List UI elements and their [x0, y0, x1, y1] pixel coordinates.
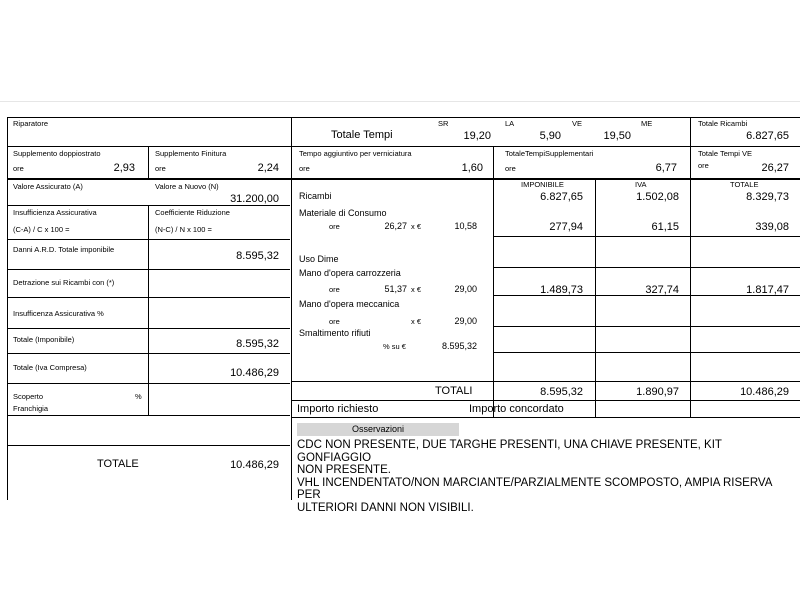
smaltimento-label: Smaltimento rifiuti — [299, 328, 371, 338]
totale-iva-label: Totale (Iva Compresa) — [13, 363, 87, 372]
row-line — [7, 146, 800, 147]
materiale-ore: ore — [329, 222, 340, 231]
row-line — [291, 381, 800, 382]
materiale-totale: 339,08 — [755, 221, 789, 233]
totale-value: 10.486,29 — [230, 459, 279, 471]
tempo-agg-value: 1,60 — [461, 162, 483, 174]
materiale-qty: 26,27 — [384, 221, 407, 231]
carrozzeria-totale: 1.817,47 — [746, 284, 789, 296]
tempi-ve-value: 26,27 — [761, 162, 789, 174]
supp-dopp-value: 2,93 — [113, 162, 135, 174]
totale-ricambi-value: 6.827,65 — [746, 130, 789, 142]
coeff-formula: (N-C) / N x 100 = — [155, 225, 212, 234]
supp-dopp-label: Supplemento doppiostrato — [13, 149, 101, 158]
row-line — [7, 178, 800, 180]
appraisal-table — [7, 117, 800, 514]
insuff-label: Insufficienza Assicurativa — [13, 208, 97, 217]
row-line — [493, 236, 800, 237]
materiale-x: x € — [411, 222, 422, 231]
tempi-ve-ore: ore — [698, 161, 709, 170]
col-line — [493, 146, 494, 417]
meccanica-x: x € — [411, 317, 422, 326]
franchigia-label: Franchigia — [13, 404, 49, 413]
valore-nuovo-value: 31.200,00 — [230, 193, 279, 205]
totale-ricambi-label: Totale Ricambi — [698, 119, 748, 128]
ve-label: VE — [572, 119, 583, 128]
ricambi-totale: 8.329,73 — [746, 191, 789, 203]
insuff-perc-label: Insufficenza Assicurativa % — [13, 309, 104, 318]
supp-fin-value: 2,24 — [257, 162, 279, 174]
osservazioni-text — [297, 439, 797, 514]
smaltimento-perc: % su € — [383, 342, 406, 351]
imponibile-header: IMPONIBILE — [521, 180, 564, 189]
importo-richiesto-label: Importo richiesto — [297, 403, 379, 415]
carrozzeria-label: Mano d'opera carrozzeria — [299, 268, 401, 278]
ricambi-label: Ricambi — [299, 191, 332, 201]
meccanica-ore: ore — [329, 317, 340, 326]
totale-imp-value: 8.595,32 — [236, 338, 279, 350]
osservazioni-line: CDC NON PRESENTE, DUE TARGHE PRESENTI, UNA CHIAVE PRESENTE, KIT GONFIAGGIO — [297, 439, 722, 464]
materiale-rate: 10,58 — [454, 221, 477, 231]
row-line — [291, 400, 800, 401]
ricambi-iva: 1.502,08 — [636, 191, 679, 203]
carrozzeria-x: x € — [411, 285, 422, 294]
totali-label: TOTALI — [435, 385, 473, 397]
riparatore-label: Riparatore — [13, 119, 49, 128]
supp-fin-label: Supplemento Finitura — [155, 149, 227, 158]
ve-value: 19,50 — [603, 130, 631, 142]
materiale-imponibile: 277,94 — [549, 221, 583, 233]
totale-tempi-label: Totale Tempi — [331, 129, 393, 141]
insuff-formula: (C-A) / C x 100 = — [13, 225, 70, 234]
row-line — [493, 326, 800, 327]
osservazioni-header: Osservazioni — [297, 423, 459, 436]
osservazioni-line: NON PRESENTE. — [297, 464, 391, 476]
col-line — [148, 146, 149, 180]
tempi-supp-value: 6,77 — [655, 162, 677, 174]
smaltimento-value: 8.595,32 — [441, 341, 477, 351]
col-line — [291, 117, 292, 500]
carrozzeria-iva: 327,74 — [645, 284, 679, 296]
scoperto-perc: % — [135, 392, 142, 401]
row-line — [7, 445, 290, 446]
row-line — [291, 417, 800, 418]
scoperto-label: Scoperto — [13, 392, 44, 401]
totale-iva-value: 10.486,29 — [230, 367, 279, 379]
uso-dime-label: Uso Dime — [299, 254, 339, 264]
valore-nuovo-label: Valore a Nuovo (N) — [155, 182, 219, 191]
sr-label: SR — [438, 119, 449, 128]
meccanica-rate: 29,00 — [454, 316, 477, 326]
ricambi-imponibile: 6.827,65 — [540, 191, 583, 203]
totale-header: TOTALE — [730, 180, 759, 189]
tempo-agg-label: Tempo aggiuntivo per verniciatura — [299, 149, 412, 158]
table-border-top — [7, 117, 800, 118]
osservazioni-line: VHL INCENDENTATO/NON MARCIANTE/PARZIALMENTE SCOMPOSTO, AMPIA RISERVA PER — [297, 476, 772, 501]
danni-label: Danni A.R.D. Totale imponibile — [13, 245, 115, 254]
la-value: 5,90 — [539, 130, 561, 142]
supp-fin-ore: ore — [155, 164, 166, 173]
detrazione-label: Detrazione sui Ricambi con (*) — [13, 278, 115, 287]
me-label: ME — [641, 119, 653, 128]
tempi-supp-ore: ore — [505, 164, 516, 173]
carrozzeria-rate: 29,00 — [454, 284, 477, 294]
valore-assicurato-label: Valore Assicurato (A) — [13, 182, 83, 191]
sr-value: 19,20 — [463, 130, 491, 142]
totali-totale: 10.486,29 — [740, 386, 789, 398]
materiale-label: Materiale di Consumo — [299, 208, 387, 218]
importo-concordato-label: Importo concordato — [469, 403, 564, 415]
osservazioni-line: ULTERIORI DANNI NON VISIBILI. — [297, 501, 474, 514]
row-line — [493, 267, 800, 268]
table-border-left — [7, 117, 8, 500]
row-line — [493, 352, 800, 353]
carrozzeria-imponibile: 1.489,73 — [540, 284, 583, 296]
coeff-label: Coefficiente Riduzione — [155, 208, 230, 217]
col-line — [690, 117, 691, 417]
carrozzeria-ore: ore — [329, 285, 340, 294]
row-line — [7, 415, 290, 416]
top-rule — [0, 101, 800, 102]
meccanica-label: Mano d'opera meccanica — [299, 299, 400, 309]
supp-dopp-ore: ore — [13, 164, 24, 173]
iva-header: IVA — [635, 180, 647, 189]
totale-label: TOTALE — [97, 458, 139, 470]
tempi-ve-label: Totale Tempi VE — [698, 149, 753, 158]
materiale-iva: 61,15 — [651, 221, 679, 233]
totali-iva: 1.890,97 — [636, 386, 679, 398]
col-line — [595, 178, 596, 417]
la-label: LA — [505, 119, 515, 128]
col-line — [148, 205, 149, 415]
totali-imponibile: 8.595,32 — [540, 386, 583, 398]
carrozzeria-qty: 51,37 — [384, 284, 407, 294]
tempo-agg-ore: ore — [299, 164, 310, 173]
tempi-supp-label: TotaleTempiSupplementari — [505, 149, 594, 158]
danni-value: 8.595,32 — [236, 250, 279, 262]
totale-imp-label: Totale (Imponibile) — [13, 335, 75, 344]
